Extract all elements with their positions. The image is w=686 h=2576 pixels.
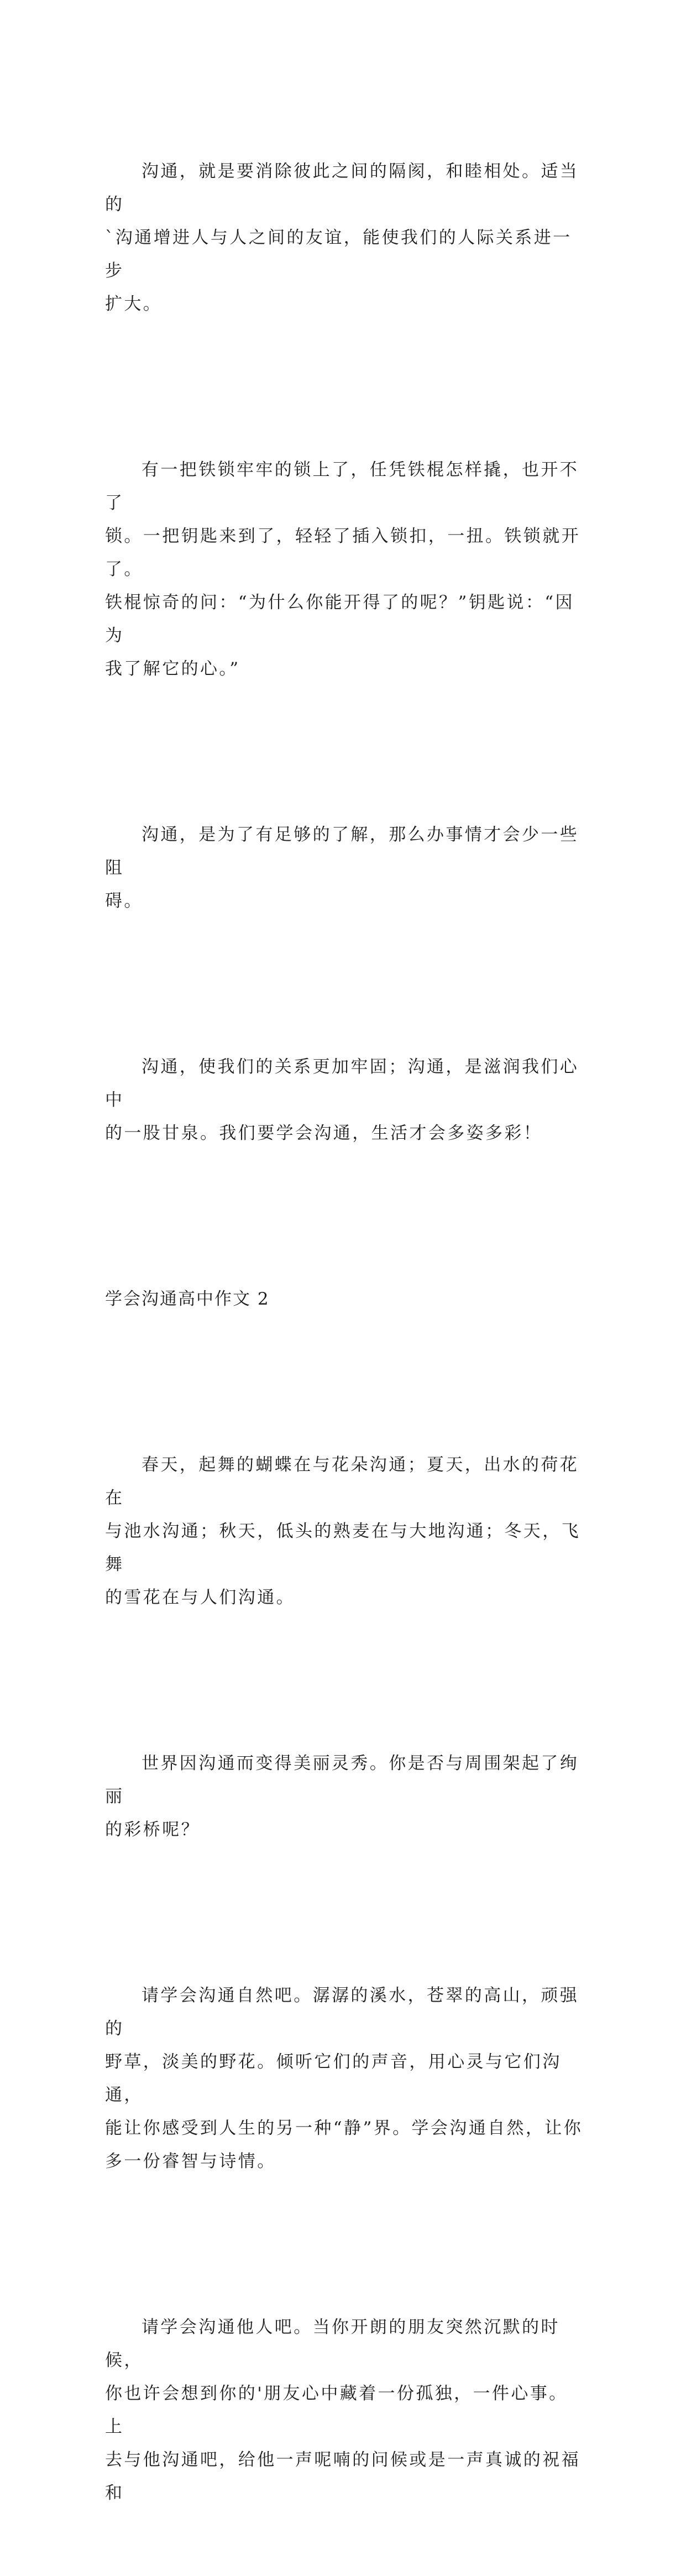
text-line: 多一份睿智与诗情。 — [105, 2151, 276, 2171]
paragraph — [105, 752, 583, 984]
text-line: 锁。一把钥匙来到了，轻轻了插入锁扣，一扭。铁锁就开了。 — [105, 526, 580, 579]
text-line: 与池水沟通；秋天，低头的熟麦在与大地沟通；冬天，飞舞 — [105, 1521, 580, 1574]
section-heading — [105, 1216, 583, 1382]
text-line: 能让你感受到人生的另一种“静”界。学会沟通自然，让你 — [105, 2118, 583, 2138]
text-line: 的一股甘泉。我们要学会沟通，生活才会多姿多彩！ — [105, 1123, 543, 1143]
heading-text: 学会沟通高中作文 2 — [105, 1289, 270, 1309]
text-line: 有一把铁锁牢牢的锁上了，任凭铁棍怎样撬，也开不了 — [105, 460, 579, 513]
text-line: 沟通，是为了有足够的了解，那么办事情才会少一些阻 — [105, 825, 579, 878]
paragraph — [105, 387, 583, 752]
paragraph — [105, 984, 583, 1216]
text-line: 春天，起舞的蝴蝶在与花朵沟通；夏天，出水的荷花在 — [105, 1455, 579, 1508]
text-line: 我了解它的心。” — [105, 659, 240, 679]
text-line: 沟通，就是要消除彼此之间的隔阂，和睦相处。适当的 — [105, 161, 579, 214]
text-line: 的彩桥呢？ — [105, 1820, 200, 1840]
text-line: 你也许会想到你的'朋友心中藏着一份孤独，一件心事。上 — [105, 2384, 568, 2437]
paragraph — [105, 1382, 583, 1680]
paragraph — [105, 88, 583, 387]
document-page — [105, 88, 583, 2576]
text-line: 世界因沟通而变得美丽灵秀。你是否与周围架起了绚丽 — [105, 1753, 579, 1807]
text-line: 请学会沟通自然吧。潺潺的溪水，苍翠的高山，顽强的 — [105, 1986, 579, 2039]
text-line: 请学会沟通他人吧。当你开朗的朋友突然沉默的时候， — [105, 2317, 560, 2370]
text-line: 去与他沟通吧，给他一声呢喃的问候或是一声真诚的祝福和 — [105, 2450, 580, 2503]
text-line: 铁棍惊奇的问：“为什么你能开得了的呢？”钥匙说：“因为 — [105, 593, 574, 646]
text-line: 的雪花在与人们沟通。 — [105, 1588, 295, 1608]
text-line: `沟通增进人与人之间的友谊，能使我们的人际关系进一步 — [105, 228, 572, 281]
text-line: 扩大。 — [105, 294, 163, 314]
paragraph — [105, 1680, 583, 1913]
paragraph — [105, 1913, 583, 2244]
text-line: 野草，淡美的野花。倾听它们的声音，用心灵与它们沟通， — [105, 2052, 562, 2105]
text-line: 碍。 — [105, 891, 143, 911]
text-line: 沟通，使我们的关系更加牢固；沟通，是滋润我们心中 — [105, 1057, 579, 1110]
paragraph — [105, 2244, 583, 2576]
